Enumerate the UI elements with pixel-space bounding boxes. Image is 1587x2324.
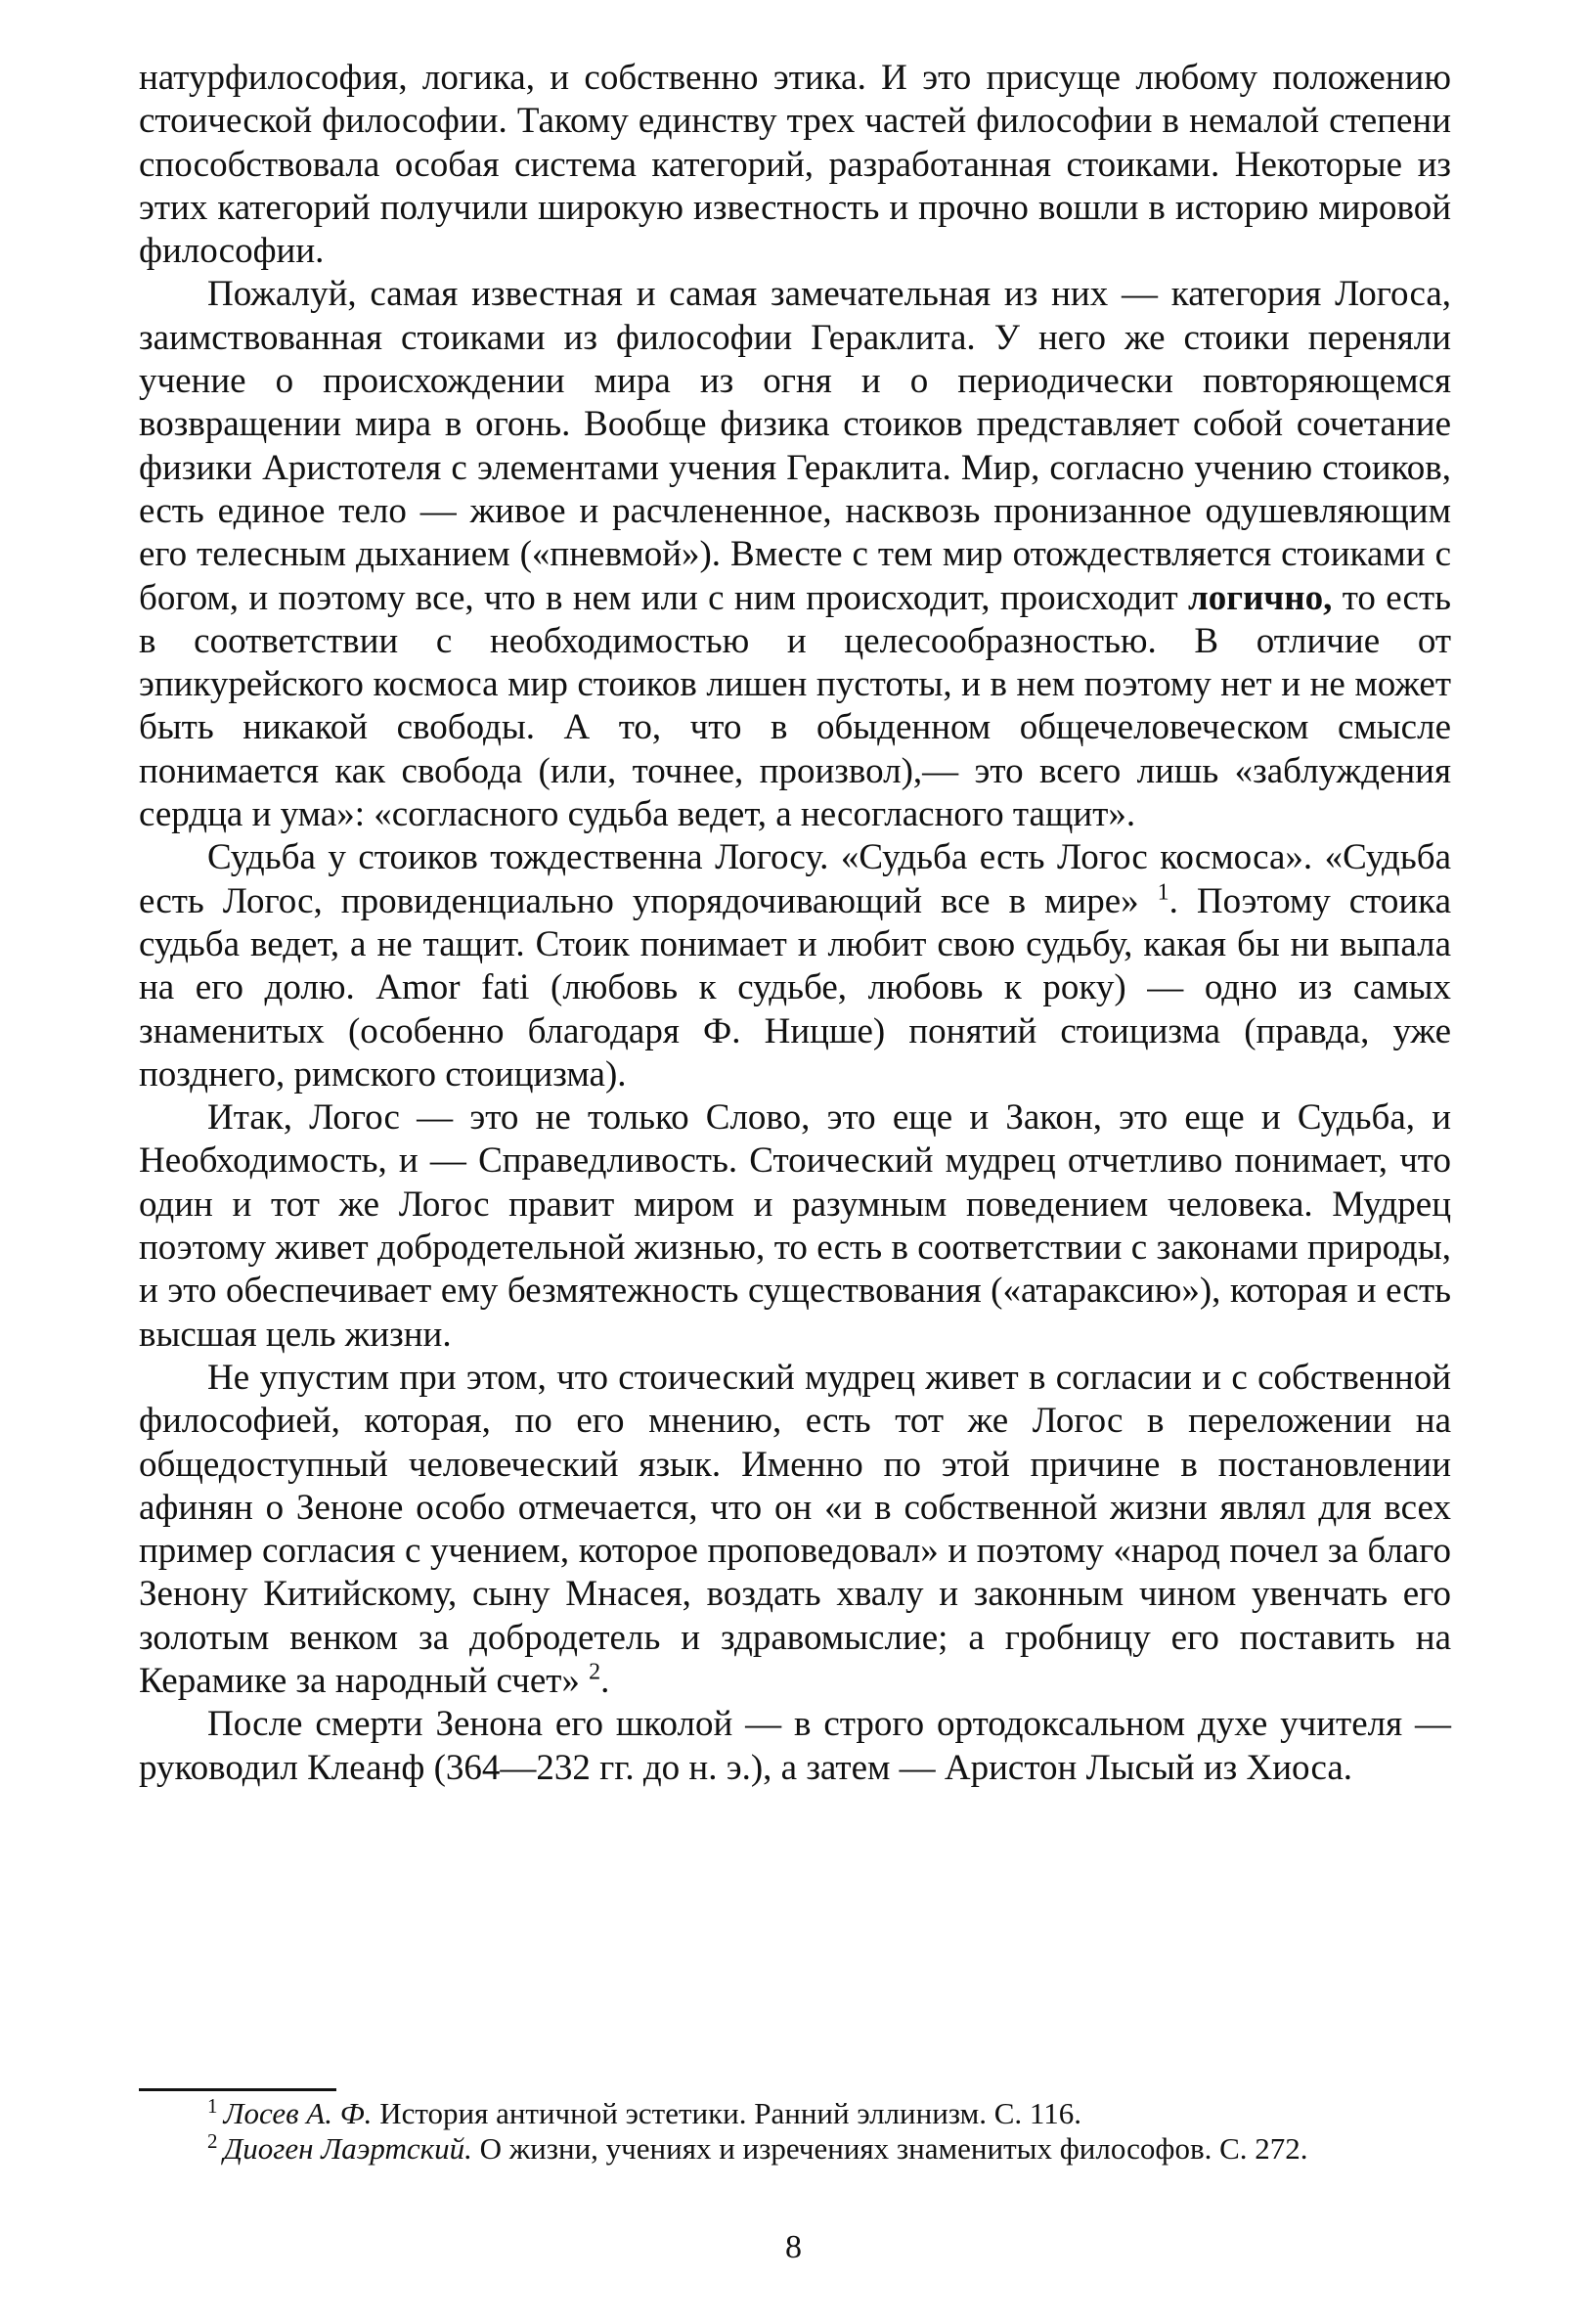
paragraph-5: [139, 1357, 1451, 1703]
paragraph-3-text-a: Судьба у стоиков тождественна Логосу. «Судьба есть Логос космоса». «Судьба есть Логос, провиденциально упорядочивающий все в мире»: [139, 837, 1451, 921]
paragraph-2-text-a: Пожалуй, самая известная и самая замечательная из них — категория Логоса, заимствованная стоиками из философии Гераклита. У него же стоики переняли учение о происхождении мира из огня и о периодически повторяющемся возвращении мира в огонь. Вообще физика стоиков представляет собой сочетание физики Аристотеля с элементами учения Гераклита. Мир, согласно учению стоиков, есть единое тело — живое и расчлененное, насквозь пронизанное одушевляющим его телесным дыханием («пневмой»). Вместе с тем мир отождествляется стоиками с богом, и поэтому все, что в нем или с ним происходит, происходит: [139, 274, 1451, 618]
paragraph-2-bold-term: логично,: [1188, 577, 1333, 618]
main-text: [139, 57, 1451, 1790]
paragraph-4: Итак, Логос — это не только Слово, это еще и Закон, это еще и Судьба, и Необходимость, и — Справедливость. Стоический мудрец отчетливо понимает, что один и тот же Логос правит миром и разумным поведением человека. Мудрец поэтому живет добродетельной жизнью, то есть в соответствии с законами природы, и это обеспечивает ему безмятежность существования («атараксию»), которая и есть высшая цель жизни.: [139, 1097, 1451, 1355]
footnote-2-author: Диоген Лаэртский.: [223, 2131, 472, 2166]
footnote-divider: [139, 2088, 336, 2091]
paragraph-5-text-b: .: [600, 1660, 610, 1701]
footnote-2: [139, 2128, 1451, 2167]
footnote-1-author: Лосев А. Ф.: [223, 2096, 373, 2130]
footnote-ref-2: 2: [589, 1659, 601, 1685]
footnote-1-text: История античной эстетики. Ранний эллинизм. С. 116.: [372, 2096, 1082, 2130]
footnote-2-mark: 2: [207, 2128, 218, 2153]
page-number: 8: [785, 2229, 802, 2265]
paragraph-3: [139, 836, 1451, 1096]
paragraph-2-text-b: то есть в соответствии с необходимостью и целесообразностью. В отличие от эпикурейского космоса мир стоиков лишен пустоты, и в нем поэтому нет и не может быть никакой свободы. А то, что в обыденном общечеловеческом смысле понимается как свобода (или, точнее, произвол),— это всего лишь «заблуждения сердца и ума»: «согласного судьба ведет, а несогласного тащит».: [139, 577, 1451, 835]
footnote-1: [139, 2093, 1451, 2131]
paragraph-6: После смерти Зенона его школой — в строго ортодоксальном духе учителя — руководил Клеанф (364—232 гг. до н. э.), а затем — Аристон Лысый из Хиоса.: [139, 1704, 1451, 1788]
footnotes: [139, 2093, 1451, 2167]
paragraph-2: [139, 273, 1451, 836]
paragraph-3-text-b: . Поэтому стоика судьба ведет, а не тащит. Стоик понимает и любит свою судьбу, какая бы ни выпала на его долю. Amor fati (любовь к судьбе, любовь к року) — одно из самых знаменитых (особенно благодаря Ф. Ницше) понятий стоицизма (правда, уже позднего, римского стоицизма).: [139, 880, 1451, 1095]
paragraph-1: натурфилософия, логика, и собственно этика. И это присуще любому положению стоической философии. Такому единству трех частей философии в немалой степени способствовала особая система категорий, разработанная стоиками. Некоторые из этих категорий получили широкую известность и прочно вошли в историю мировой философии.: [139, 58, 1451, 272]
paragraph-5-text-a: Не упустим при этом, что стоический мудрец живет в согласии и с собственной философией, которая, по его мнению, есть тот же Логос в переложении на общедоступный человеческий язык. Именно по этой причине в постановлении афинян о Зеноне особо отмечается, что он «и в собственной жизни являл для всех пример согласия с учением, которое проповедовал» и поэтому «народ почел за благо Зенону Китийскому, сыну Мнасея, воздать хвалу и законным чином увенчать его золотым венком за добродетель и здравомыслие; а гробницу его поставить на Керамике за народный счет»: [139, 1357, 1451, 1701]
footnote-ref-1: 1: [1157, 879, 1169, 906]
footnote-2-text: О жизни, учениях и изречениях знаменитых философов. С. 272.: [471, 2131, 1308, 2166]
footnote-1-mark: 1: [207, 2093, 218, 2118]
